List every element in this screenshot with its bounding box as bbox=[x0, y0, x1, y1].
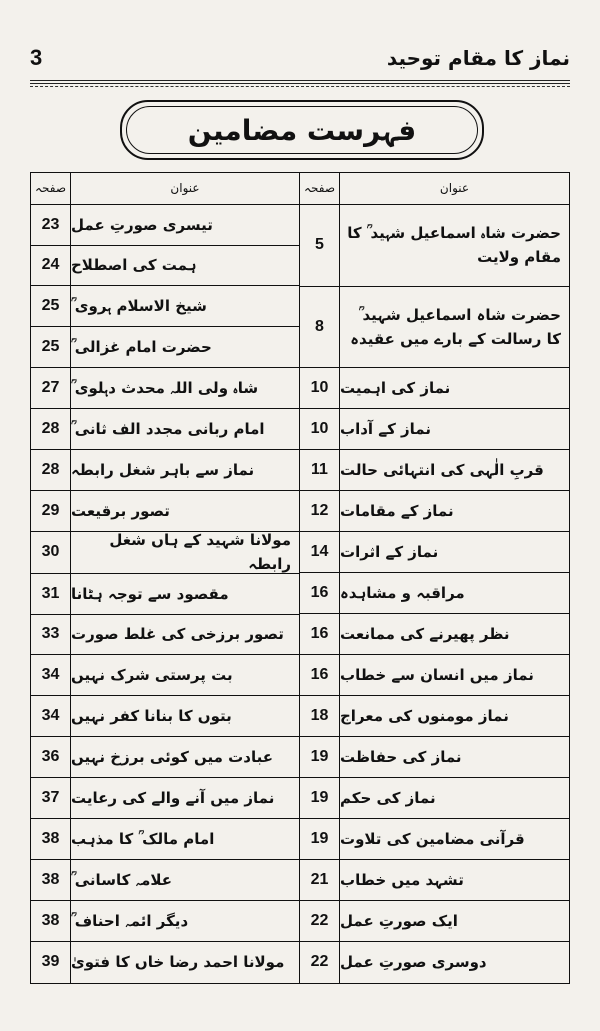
row-topic: حضرت شاہ اسماعیل شہید ؒ کا مقام ولایت bbox=[347, 224, 561, 267]
row-topic: نماز کے مقامات bbox=[340, 502, 454, 521]
table-row bbox=[300, 860, 569, 901]
row-topic: نماز کی حکم bbox=[340, 789, 436, 808]
header-topic-label: عنوان bbox=[439, 181, 470, 196]
table-row bbox=[300, 819, 569, 860]
table-header-row bbox=[31, 173, 299, 205]
row-page-number: 29 bbox=[31, 491, 71, 531]
table-row bbox=[300, 655, 569, 696]
row-topic: مولانا شہید کے ہاں شغل رابطہ bbox=[109, 531, 291, 574]
table-row bbox=[31, 246, 299, 287]
header-page-label: صفحہ bbox=[303, 181, 336, 196]
row-page-number: 8 bbox=[300, 287, 340, 368]
running-title: نماز کا مقام توحید bbox=[386, 46, 570, 70]
row-page-number: 16 bbox=[300, 614, 340, 654]
header-rule bbox=[30, 80, 570, 84]
row-page-number: 10 bbox=[300, 368, 340, 408]
row-topic: نماز کے آداب bbox=[340, 420, 431, 439]
header-topic bbox=[71, 173, 299, 204]
table-row bbox=[31, 696, 299, 737]
row-topic: ایک صورتِ عمل bbox=[340, 912, 458, 931]
row-page-number: 36 bbox=[31, 737, 71, 777]
row-topic: تصور برزخی کی غلط صورت bbox=[71, 625, 284, 644]
header-page bbox=[31, 173, 71, 204]
row-topic: نماز سے باہر شغل رابطہ bbox=[71, 461, 255, 480]
table-row bbox=[300, 491, 569, 532]
table-row bbox=[300, 614, 569, 655]
table-row bbox=[31, 942, 299, 983]
row-page-number: 10 bbox=[300, 409, 340, 449]
row-topic: تشہد میں خطاب bbox=[340, 871, 464, 890]
page-number: 3 bbox=[30, 45, 43, 70]
row-topic: نظر پھیرنے کی ممانعت bbox=[340, 625, 510, 644]
page-header bbox=[30, 40, 570, 76]
contents-table bbox=[30, 172, 570, 984]
header-page bbox=[300, 173, 340, 204]
row-page-number: 38 bbox=[31, 901, 71, 941]
row-page-number: 38 bbox=[31, 819, 71, 859]
row-page-number: 19 bbox=[300, 778, 340, 818]
table-row bbox=[300, 450, 569, 491]
table-row bbox=[31, 901, 299, 942]
row-topic: شیخ الاسلام ہروی ؒ bbox=[71, 297, 207, 316]
table-row bbox=[31, 532, 299, 574]
title-frame bbox=[120, 100, 484, 160]
row-page-number: 11 bbox=[300, 450, 340, 490]
row-topic: نماز میں آنے والے کی رعایت bbox=[71, 789, 275, 808]
row-topic: نماز میں انسان سے خطاب bbox=[340, 666, 534, 685]
table-row bbox=[300, 696, 569, 737]
table-row bbox=[31, 737, 299, 778]
table-row bbox=[31, 368, 299, 409]
row-page-number: 25 bbox=[31, 327, 71, 367]
row-topic: حضرت امام غزالی ؒ bbox=[71, 338, 212, 357]
row-page-number: 27 bbox=[31, 368, 71, 408]
table-row bbox=[31, 409, 299, 450]
row-page-number: 37 bbox=[31, 778, 71, 818]
row-page-number: 16 bbox=[300, 655, 340, 695]
row-topic: امام مالک ؒ کا مذہب bbox=[71, 830, 215, 849]
row-page-number: 33 bbox=[31, 615, 71, 655]
table-row bbox=[31, 615, 299, 656]
row-page-number: 28 bbox=[31, 450, 71, 490]
row-topic: شاہ ولی اللہ محدث دہلوی ؒ bbox=[71, 379, 259, 398]
header-page-label: صفحہ bbox=[34, 181, 67, 196]
row-topic: نماز کی اہمیت bbox=[340, 379, 451, 398]
table-row bbox=[300, 942, 569, 983]
table-row bbox=[300, 737, 569, 778]
row-page-number: 39 bbox=[31, 942, 71, 983]
header-topic bbox=[340, 173, 569, 204]
row-page-number: 28 bbox=[31, 409, 71, 449]
row-page-number: 30 bbox=[31, 532, 71, 573]
table-row bbox=[300, 368, 569, 409]
row-topic: قربِ الٰہی کی انتہائی حالت bbox=[340, 461, 544, 480]
row-page-number: 34 bbox=[31, 655, 71, 695]
row-page-number: 23 bbox=[31, 205, 71, 245]
table-row bbox=[31, 860, 299, 901]
row-topic: نماز کی حفاظت bbox=[340, 748, 462, 767]
row-page-number: 12 bbox=[300, 491, 340, 531]
row-page-number: 25 bbox=[31, 286, 71, 326]
table-row bbox=[31, 819, 299, 860]
table-row bbox=[31, 286, 299, 327]
row-page-number: 5 bbox=[300, 205, 340, 286]
table-row bbox=[300, 205, 569, 287]
row-page-number: 31 bbox=[31, 574, 71, 614]
row-page-number: 22 bbox=[300, 942, 340, 983]
row-page-number: 21 bbox=[300, 860, 340, 900]
page-title: فہرست مضامین bbox=[187, 113, 417, 147]
header-topic-label: عنوان bbox=[170, 181, 200, 196]
row-page-number: 24 bbox=[31, 246, 71, 286]
table-row bbox=[31, 450, 299, 491]
row-topic: بتوں کا بنانا کفر نہیں bbox=[71, 707, 232, 726]
row-topic: مولانا احمد رضا خاں کا فتویٰ bbox=[71, 953, 285, 972]
table-row bbox=[31, 327, 299, 368]
row-page-number: 34 bbox=[31, 696, 71, 736]
table-row bbox=[31, 655, 299, 696]
contents-left-column bbox=[31, 173, 300, 983]
row-topic: دوسری صورتِ عمل bbox=[340, 953, 487, 972]
row-topic: تیسری صورتِ عمل bbox=[71, 215, 213, 234]
table-row bbox=[31, 205, 299, 246]
table-row bbox=[300, 409, 569, 450]
row-topic: عبادت میں کوئی برزخ نہیں bbox=[71, 748, 273, 767]
table-row bbox=[31, 491, 299, 532]
row-topic: امام ربانی مجدد الف ثانی ؒ bbox=[71, 420, 265, 439]
row-topic: تصور برقیعت bbox=[71, 502, 170, 521]
row-page-number: 38 bbox=[31, 860, 71, 900]
header-rule-dashed bbox=[30, 86, 570, 87]
table-row bbox=[300, 901, 569, 942]
row-topic: دیگر ائمہ احناف ؒ bbox=[71, 912, 189, 931]
row-topic: بت پرستی شرک نہیں bbox=[71, 666, 233, 685]
row-page-number: 22 bbox=[300, 901, 340, 941]
row-topic: حضرت شاہ اسماعیل شہید ؒ کا رسالت کے بارے میں عقیدہ bbox=[350, 305, 561, 348]
row-topic: مقصود سے توجہ ہٹانا bbox=[71, 584, 229, 603]
table-header-row bbox=[300, 173, 569, 205]
table-row bbox=[31, 778, 299, 819]
row-topic: علامہ کاسانی ؒ bbox=[71, 871, 173, 890]
table-row bbox=[31, 574, 299, 615]
table-row bbox=[300, 573, 569, 614]
row-topic: ہمت کی اصطلاح bbox=[71, 256, 197, 275]
row-page-number: 19 bbox=[300, 737, 340, 777]
row-page-number: 19 bbox=[300, 819, 340, 859]
row-page-number: 14 bbox=[300, 532, 340, 572]
contents-right-column bbox=[300, 173, 569, 983]
table-row bbox=[300, 532, 569, 573]
row-page-number: 16 bbox=[300, 573, 340, 613]
row-topic: مراقبہ و مشاہدہ bbox=[340, 584, 465, 603]
row-topic: نماز مومنوں کی معراج bbox=[340, 707, 509, 726]
table-row bbox=[300, 287, 569, 369]
row-topic: قرآنی مضامین کی تلاوت bbox=[340, 830, 525, 849]
row-topic: نماز کے اثرات bbox=[340, 543, 439, 562]
row-page-number: 18 bbox=[300, 696, 340, 736]
table-row bbox=[300, 778, 569, 819]
